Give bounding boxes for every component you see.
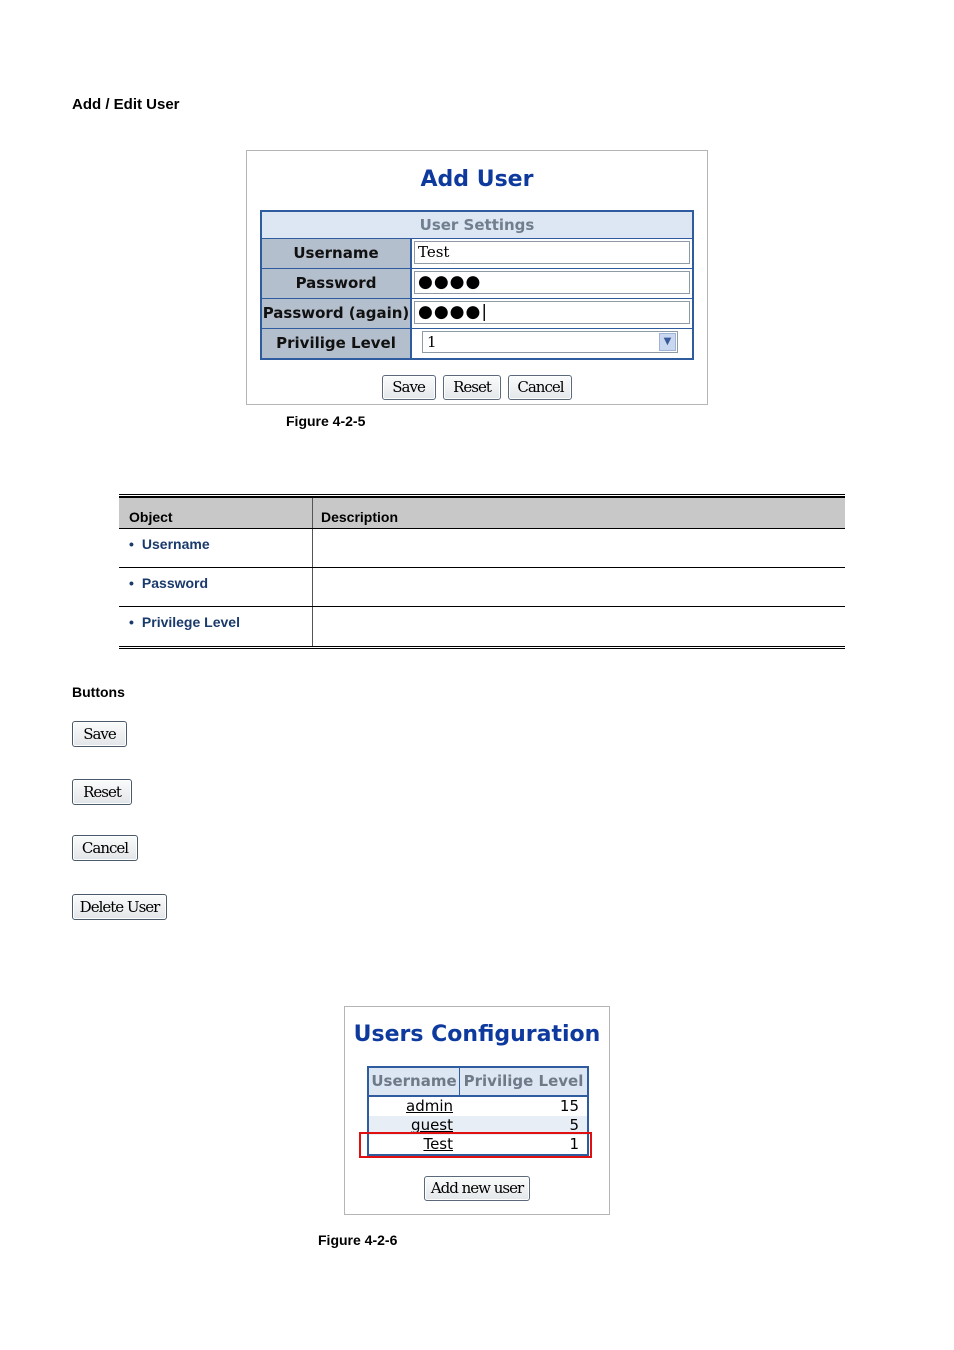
password-again-row xyxy=(262,298,692,328)
user-settings-header: User Settings xyxy=(262,212,692,239)
users-configuration-panel xyxy=(344,1006,610,1215)
password-again-label: Password (again) xyxy=(262,299,412,328)
figure-caption-2: Figure 4-2-6 xyxy=(318,1232,398,1248)
privilege-level-label: Privilige Level xyxy=(262,329,412,358)
delete-user-button[interactable]: Delete User xyxy=(72,894,167,920)
privilege-level-value: 1 xyxy=(427,333,437,351)
highlight-box xyxy=(359,1132,592,1158)
privilege-level-select[interactable] xyxy=(422,331,678,353)
table-row xyxy=(119,567,845,606)
password-label: Password xyxy=(262,269,412,298)
figure-caption-1: Figure 4-2-5 xyxy=(286,413,366,429)
table-row xyxy=(119,528,845,567)
cancel-button[interactable]: Cancel xyxy=(72,835,138,861)
bullet-icon: • xyxy=(129,614,134,630)
object-table xyxy=(119,494,845,649)
object-description xyxy=(313,529,845,567)
username-label: Username xyxy=(262,239,412,268)
add-user-title: Add User xyxy=(420,167,534,192)
buttons-section-title: Buttons xyxy=(72,684,125,700)
password-row xyxy=(262,268,692,298)
save-button[interactable]: Save xyxy=(72,721,127,747)
user-link-guest[interactable]: guest xyxy=(411,1116,453,1134)
reset-button[interactable]: Reset xyxy=(443,375,501,400)
section-title: Add / Edit User xyxy=(72,96,180,113)
form-buttons xyxy=(247,375,707,400)
user-level: 1 xyxy=(569,1135,579,1153)
add-user-panel xyxy=(246,150,708,405)
table-row xyxy=(119,606,845,646)
object-name: Username xyxy=(141,536,210,552)
user-level: 5 xyxy=(569,1116,579,1134)
user-level: 15 xyxy=(559,1097,579,1115)
user-link-admin[interactable]: admin xyxy=(406,1097,453,1115)
users-table-header xyxy=(369,1068,587,1097)
object-name: Password xyxy=(141,575,209,591)
cancel-button[interactable]: Cancel xyxy=(508,375,572,400)
level-column-header: Privilige Level xyxy=(463,1072,584,1090)
privilege-level-row xyxy=(262,328,692,358)
bullet-icon: • xyxy=(129,536,134,552)
object-description xyxy=(313,568,845,606)
chevron-down-icon[interactable]: ▼ xyxy=(659,333,676,351)
username-column-header: Username xyxy=(369,1068,460,1095)
table-row xyxy=(369,1097,587,1116)
object-description xyxy=(313,607,845,646)
password-input[interactable]: ●●●● xyxy=(414,271,690,294)
add-new-user-button[interactable]: Add new user xyxy=(424,1176,530,1201)
reset-button[interactable]: Reset xyxy=(72,779,132,805)
object-table-header xyxy=(119,497,845,528)
save-button[interactable]: Save xyxy=(382,375,436,400)
username-row xyxy=(262,239,692,268)
object-name: Privilege Level xyxy=(141,614,240,630)
user-settings-table xyxy=(260,210,694,360)
user-link-test[interactable]: Test xyxy=(423,1135,453,1153)
users-configuration-title: Users Configuration xyxy=(353,1022,601,1047)
bullet-icon: • xyxy=(129,575,134,591)
password-again-input[interactable]: ●●●●| xyxy=(414,301,690,324)
object-header: Object xyxy=(119,498,313,528)
description-header: Description xyxy=(321,509,399,525)
username-input[interactable]: Test xyxy=(414,241,690,264)
